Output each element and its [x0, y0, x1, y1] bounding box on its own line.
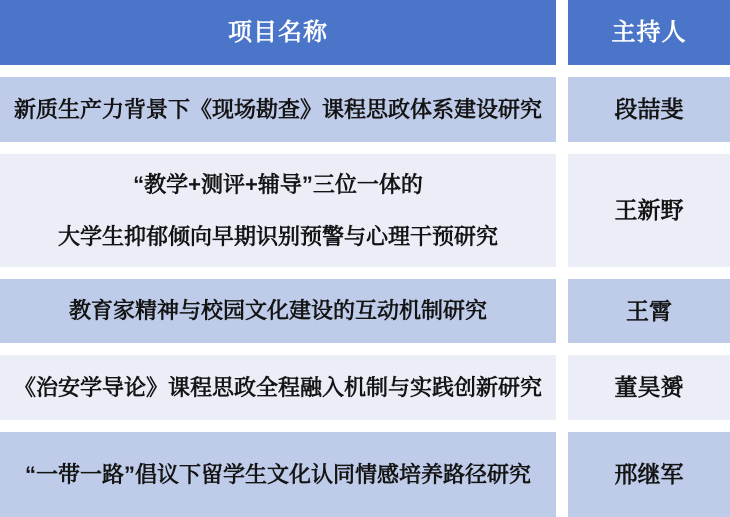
project-cell [0, 154, 556, 267]
project-title-line: 《治安学导论》课程思政全程融入机制与实践创新研究 [13, 374, 542, 400]
project-title-line: “教学+测评+辅导”三位一体的 [133, 171, 423, 197]
host-name: 董昊赟 [614, 374, 684, 401]
column-header-host: 主持人 [568, 0, 730, 65]
host-name: 段喆斐 [614, 96, 684, 123]
host-cell [568, 355, 730, 420]
host-cell [568, 279, 730, 343]
host-name: 邢继军 [614, 461, 684, 488]
table-row [0, 355, 730, 420]
project-cell [0, 432, 556, 517]
project-cell [0, 279, 556, 343]
host-cell [568, 77, 730, 142]
host-cell [568, 432, 730, 517]
host-name: 王新野 [614, 197, 684, 224]
project-title-line: 大学生抑郁倾向早期识别预警与心理干预研究 [57, 224, 498, 249]
table-row [0, 154, 730, 267]
table-header-row [0, 0, 730, 65]
table-row [0, 432, 730, 517]
project-title-line: “一带一路”倡议下留学生文化认同情感培养路径研究 [24, 461, 531, 487]
project-cell [0, 77, 556, 142]
project-title-line: 新质生产力背景下《现场勘查》课程思政体系建设研究 [13, 96, 542, 122]
table-body [0, 77, 730, 517]
project-cell [0, 355, 556, 420]
table-row [0, 77, 730, 142]
table-row [0, 279, 730, 343]
project-title-line: 教育家精神与校园文化建设的互动机制研究 [68, 298, 487, 324]
host-cell [568, 154, 730, 267]
host-name: 王霄 [626, 297, 672, 324]
column-header-project-name: 项目名称 [0, 0, 556, 65]
